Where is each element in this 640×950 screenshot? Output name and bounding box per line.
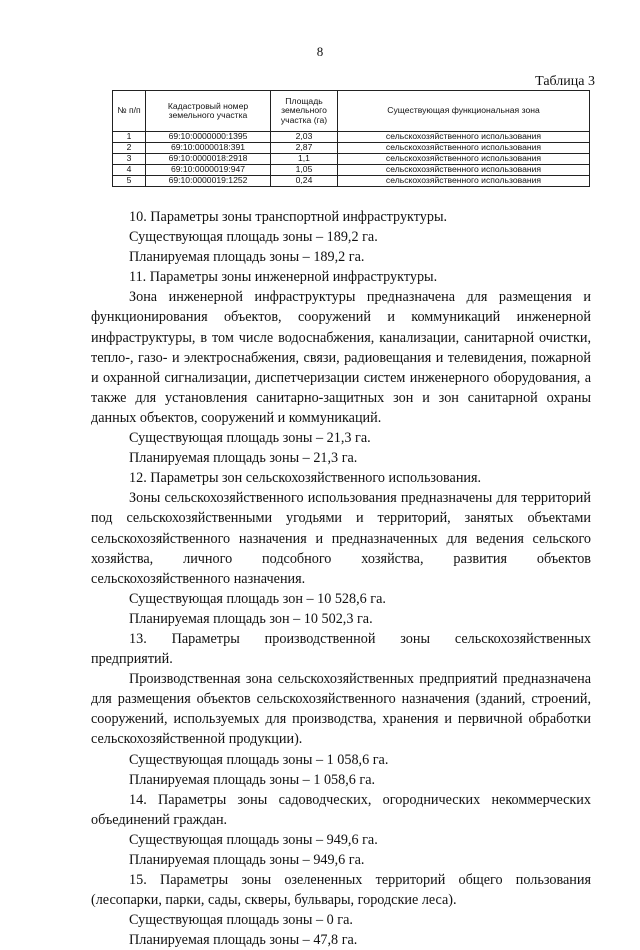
section-10-title: 10. Параметры зоны транспортной инфраструктуры. bbox=[129, 209, 448, 225]
section-11-planned-area: Планируемая площадь зоны – 21,3 га. bbox=[129, 450, 358, 467]
row-number: 4 bbox=[113, 165, 146, 176]
row-number: 1 bbox=[113, 132, 146, 143]
document-body bbox=[91, 207, 591, 950]
cadastral-number: 69:10:0000019:947 bbox=[146, 165, 271, 176]
land-plots-table bbox=[112, 90, 590, 187]
functional-zone: сельскохозяйственного использования bbox=[338, 132, 590, 143]
section-12-title: 12. Параметры зон сельскохозяйственного использования. bbox=[129, 470, 482, 487]
section-12-existing-area: Существующая площадь зон – 10 528,6 га. bbox=[129, 590, 386, 607]
table-row bbox=[113, 165, 590, 176]
table-caption: Таблица 3 bbox=[535, 74, 595, 89]
plot-area: 1,1 bbox=[271, 154, 338, 165]
header-functional-zone: Существующая функциональная зона bbox=[338, 91, 590, 132]
section-11-title: 11. Параметры зоны инженерной инфраструктуры. bbox=[129, 269, 438, 286]
section-15-title: 15. Параметры зоны озелененных территорий общего пользования (лесопарки, парки, сады, скверы, бульвары, городские леса). bbox=[91, 872, 591, 909]
table-row bbox=[113, 143, 590, 154]
cadastral-number: 69:10:0000019:1252 bbox=[146, 176, 271, 187]
section-12-planned-area: Планируемая площадь зон – 10 502,3 га. bbox=[129, 610, 373, 627]
page-number: 8 bbox=[316, 44, 324, 59]
cadastral-number: 69:10:0000018:2918 bbox=[146, 154, 271, 165]
section-11-existing-area: Существующая площадь зоны – 21,3 га. bbox=[129, 430, 371, 447]
row-number: 5 bbox=[113, 176, 146, 187]
section-13-description: Производственная зона сельскохозяйственных предприятий предназначена для размещения объектов сельскохозяйственного назначения (зданий, строений, сооружений, используемых для производства, хранения и первичной обработки сельскохозяйственной продукции). bbox=[91, 671, 591, 748]
functional-zone: сельскохозяйственного использования bbox=[338, 154, 590, 165]
functional-zone: сельскохозяйственного использования bbox=[338, 165, 590, 176]
section-10-planned-area: Планируемая площадь зоны – 189,2 га. bbox=[129, 249, 365, 266]
functional-zone: сельскохозяйственного использования bbox=[338, 176, 590, 187]
section-15-existing-area: Существующая площадь зоны – 0 га. bbox=[129, 912, 353, 929]
row-number: 2 bbox=[113, 143, 146, 154]
table-row bbox=[113, 154, 590, 165]
header-number: № п/п bbox=[113, 91, 146, 132]
section-13-existing-area: Существующая площадь зоны – 1 058,6 га. bbox=[129, 751, 389, 768]
section-12-description: Зоны сельскохозяйственного использования предназначены для территорий под сельскохозяйственными угодьями и территорий, занятых объектами сельскохозяйственного назначения и предназначенных для ведения сельского хозяйства, личного подсобного хозяйства, развития объектов сельскохозяйственного назначения. bbox=[91, 490, 591, 587]
functional-zone: сельскохозяйственного использования bbox=[338, 143, 590, 154]
section-15-planned-area: Планируемая площадь зоны – 47,8 га. bbox=[129, 932, 358, 949]
plot-area: 2,03 bbox=[271, 132, 338, 143]
table-header-row bbox=[113, 91, 590, 132]
section-14-existing-area: Существующая площадь зоны – 949,6 га. bbox=[129, 831, 378, 848]
section-13-title: 13. Параметры производственной зоны сельскохозяйственных предприятий. bbox=[91, 630, 591, 668]
plot-area: 0,24 bbox=[271, 176, 338, 187]
plot-area: 2,87 bbox=[271, 143, 338, 154]
section-11-description: Зона инженерной инфраструктуры предназначена для размещения и функционирования объектов, сооружений и коммуникаций инженерной инфраструктуры, в том числе водоснабжения, канализации, санитарной очистки, тепло-, газо- и электроснабжения, связи, радиовещания и телевидения, пожарной и охранной сигнализации, диспетчеризации систем инженерного оборудования, а также для установления санитарно-защитных зон и зон санитарной охраны данных объектов, сооружений и коммуникаций. bbox=[91, 289, 591, 426]
cadastral-number: 69:10:0000018:391 bbox=[146, 143, 271, 154]
header-cadastral-number: Кадастровый номер земельного участка bbox=[146, 91, 271, 132]
section-14-title: 14. Параметры зоны садоводческих, огороднических некоммерческих объединений граждан. bbox=[91, 791, 591, 828]
header-area: Площадь земельного участка (га) bbox=[271, 91, 338, 132]
row-number: 3 bbox=[113, 154, 146, 165]
plot-area: 1,05 bbox=[271, 165, 338, 176]
table-row bbox=[113, 176, 590, 187]
section-14-planned-area: Планируемая площадь зоны – 949,6 га. bbox=[129, 852, 365, 868]
cadastral-number: 69:10:0000000:1395 bbox=[146, 132, 271, 143]
section-10-existing-area: Существующая площадь зоны – 189,2 га. bbox=[129, 229, 378, 246]
table-row bbox=[113, 132, 590, 143]
section-13-planned-area: Планируемая площадь зоны – 1 058,6 га. bbox=[129, 771, 376, 788]
